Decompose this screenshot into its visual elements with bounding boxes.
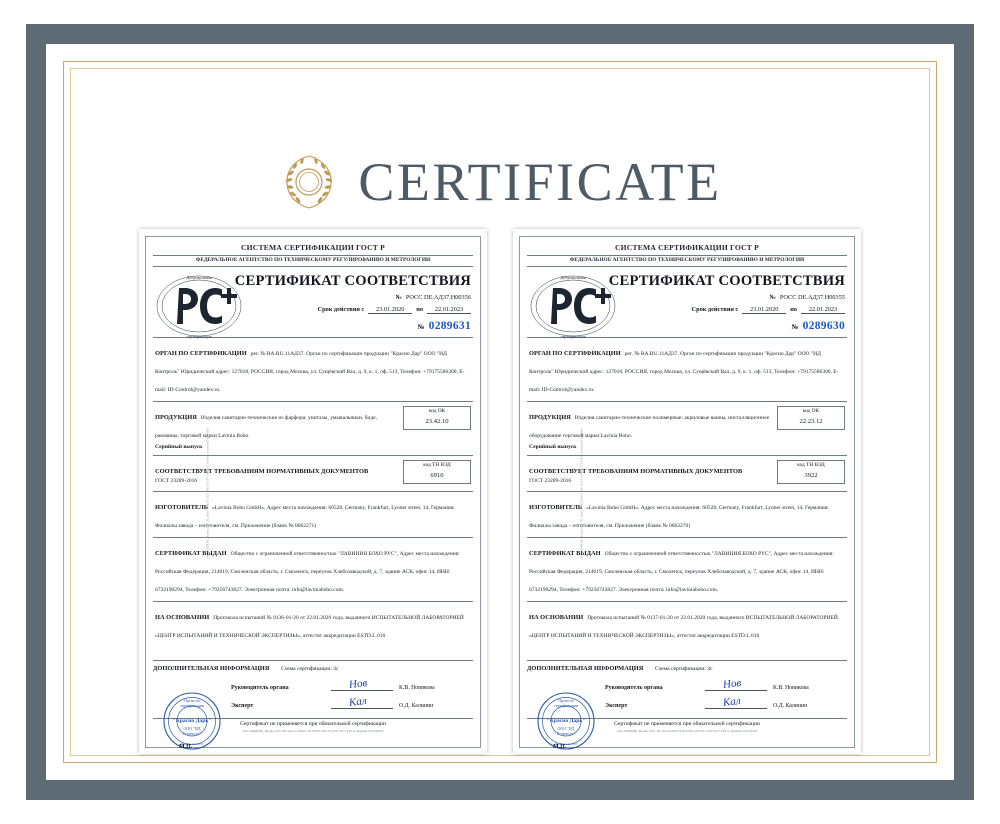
rostest-pct-logo [155,270,243,342]
registration-label: № [769,293,776,301]
tnved-code-value: 3922 [804,471,818,479]
expert-name: О.Д. Калинин [773,703,808,709]
section-basis [153,606,473,642]
expert-signature-mark: Кал [348,694,368,710]
certificate-card[interactable] [513,229,861,754]
issued-body: Общество с ограниченной ответственностью "ЛАВИНИЯ БОХО РУС", Адрес места нахождения: Российская Федерация, 214019, Смоленская область, г. Смоленск, переулок Хлебозаводской, д. 7, здание АСК, офис 14, ИНН: 6732190294, Телефон: +79256743827. Электронная почта: info@laviniaboho.com. [529,550,834,593]
system-line-1: СИСТЕМА СЕРТИФИКАЦИИ ГОСТ Р [241,243,385,252]
outer-frame [26,24,974,800]
ok-code-box [403,406,471,430]
basis-body: Протокола испытаний № 0136-01-20 от 22.01.2020 года, выданного ИСПЫТАТЕЛЬНОЙ ЛАБОРАТОРИЕЙ «ЦЕНТР ИСПЫТАНИЙ И ТЕХНИЧЕСКОЙ ЭКСПЕРТИЗЫ», аттестат аккредитации ESTD.L.016 [155,614,464,639]
certificate-body [519,236,855,748]
system-line-1: СИСТЕМА СЕРТИФИКАЦИИ ГОСТ Р [615,243,759,252]
svg-text:"Красно Дарь": "Красно Дарь" [546,718,586,724]
product-body: Изделия санитарно-технические полимерные: акриловые ванны, инсталляционное оборудование торговой марки Lavinia Boho. [529,414,770,439]
svg-text:сертификация: сертификация [186,334,212,339]
expert-signature-mark: Кал [722,694,742,710]
conformity-header: СООТВЕТСТВУЕТ ТРЕБОВАНИЯМ НОРМАТИВНЫХ ДОКУМЕНТОВ [529,467,743,475]
serial-label: Серийный выпуск [529,443,577,450]
laurel-seal-icon [278,151,340,213]
extra-info-header [527,665,847,672]
gold-border-inner [70,68,930,756]
number-label: № [791,322,799,331]
conformity-body: ГОСТ 23289-2016 [155,477,198,484]
ok-code-value: 22.23.12 [799,417,823,425]
organ-body: рег. № RA.RU.11АД37. Орган по сертификации продукции "Красно Дар" ООО "ИД Контроль" Юридический адрес: 127018, РОССИЯ, город Москва, ул. Сущёвский Вал, д. 9, к. 1, оф. 513, Телефон: +79175586300, E-mail: ID-Control@yandex.ru. [529,350,839,393]
section-product [153,406,473,450]
basis-body: Протокола испытаний № 0137-01-20 от 22.01.2020 года, выданного ИСПЫТАТЕЛЬНОЙ ЛАБОРАТОРИЕЙ «ЦЕНТР ИСПЫТАНИЙ И ТЕХНИЧЕСКОЙ ЭКСПЕРТИЗЫ», аттестат аккредитации ESTD.L.016 [529,614,838,639]
validity-to-label: по [790,305,797,313]
rostest-pct-logo [529,270,617,342]
expert-signature-line [331,694,393,710]
validity-to: 22.01.2023 [427,306,471,314]
svg-text:Контроль": Контроль" [183,731,201,736]
extra-info-header [153,665,473,672]
svg-text:RA.RU.11АД37: RA.RU.11АД37 [180,742,204,746]
organ-header: ОРГАН ПО СЕРТИФИКАЦИИ [155,349,247,357]
svg-text:ООО "ИД: ООО "ИД [557,726,575,731]
system-line-2: ФЕДЕРАЛЬНОЕ АГЕНТСТВО ПО ТЕХНИЧЕСКОМУ РЕГУЛИРОВАНИЮ И МЕТРОЛОГИИ [195,257,431,264]
section-organ [527,342,847,396]
section-issued-to [153,542,473,596]
svg-text:ООО "ИД: ООО "ИД [183,726,201,731]
signature-row-head [231,676,473,692]
vertical-microtext: ЗАО «ОПЦИОН», Москва, 2019, ЗН, Заказ № 0662270 ИСО 9001-2018 ТУ 2018, ГОСТ Р ИСО, лицензия 05-05-09/002 [580,428,584,559]
extra-info-label: ДОПОЛНИТЕЛЬНАЯ ИНФОРМАЦИЯ [153,665,270,672]
vertical-microtext: ЗАО «ОПЦИОН», Москва, 2019, ЗН, Заказ № 0662271 ИСО 9001-2018 ТУ 2018, ГОСТ Р ИСО, лицензия 05-05-09/002 [206,428,210,559]
organ-body: рег. № RA.RU.11АД37. Орган по сертификации продукции "Красно Дар" ООО "ИД Контроль" Юридический адрес: 127018, РОССИЯ, город Москва, ул. Сущёвский Вал, д. 9, к. 1, оф. 513, Телефон: +79175586300, E-mail: ID-Control@yandex.ru. [155,350,465,393]
ok-code-label: код ОК [428,407,446,414]
issued-header: СЕРТИФИКАТ ВЫДАН [529,549,601,557]
signature-row-head [605,676,847,692]
section-basis [527,606,847,642]
mp-label: М.П. [553,744,567,750]
certificate-card[interactable] [139,229,487,754]
tnved-code-label: код ТН ВЭД [423,461,451,468]
ok-code-label: код ОК [802,407,820,414]
registration-number: РОСС DE.АД37.Н00355 [779,293,845,301]
signature-row-expert [605,694,847,710]
certificate-number: 0289630 [802,319,845,332]
certificate-number: 0289631 [428,319,471,332]
head-role-label: Руководитель органа [605,685,663,691]
head-signature-line [331,676,393,692]
validity-from: 23.01.2020 [368,306,412,314]
manufacturer-header: ИЗГОТОВИТЕЛЬ [155,503,209,511]
basis-header: НА ОСНОВАНИИ [529,613,584,621]
footnote: Сертификат не применяется при обязательной сертификации [527,718,847,727]
certificate-main-title: СЕРТИФИКАТ СООТВЕТСТВИЯ [234,272,471,289]
content-area [79,77,921,750]
tnved-code-label: код ТН ВЭД [797,461,825,468]
head-signature-line [705,676,767,692]
mp-label: М.П. [179,744,193,750]
ok-code-value: 23.42.10 [425,417,449,425]
product-header: ПРОДУКЦИЯ [155,413,197,421]
number-label: № [417,322,425,331]
footnote: Сертификат не применяется при обязательной сертификации [153,718,473,727]
section-manufacturer [527,496,847,532]
certificate-body [145,236,481,748]
system-heading [527,243,847,264]
organ-header: ОРГАН ПО СЕРТИФИКАЦИИ [529,349,621,357]
extra-info-label: ДОПОЛНИТЕЛЬНАЯ ИНФОРМАЦИЯ [527,665,644,672]
issued-body: Общество с ограниченной ответственностью "ЛАВИНИЯ БОХО РУС", Адрес места нахождения: Российская Федерация, 214019, Смоленская область, г. Смоленск, переулок Хлебозаводской, д. 7, здание АСК, офис 14, ИНН: 6732190294, Телефон: +79256743827. Электронная почта: info@laviniaboho.com. [155,550,460,593]
svg-text:Добровольная: Добровольная [560,275,586,280]
head-signature-mark: Нов [348,676,368,692]
svg-text:сертификации: сертификации [553,703,579,708]
product-body: Изделия санитарно-технические из фарфора: унитазы, умывальники, биде, раковины, торговой марки Lavinia Boho. [155,414,377,439]
svg-text:Орган по: Орган по [184,698,200,703]
system-heading [153,243,473,264]
signature-block [153,655,473,750]
svg-text:"Красно Дарь": "Красно Дарь" [172,718,212,724]
svg-text:сертификации: сертификации [179,703,205,708]
section-product [527,406,847,450]
manufacturer-body: «Lavinia Boho GmbH». Адрес места нахождения: 60528, Germany, Frankfurt, Lyoner street, 14, Германия; Филиалы завода – изготовителя, см. Приложение (бланк № 0662270) [529,504,829,529]
head-signature-mark: Нов [722,676,742,692]
signature-row-expert [231,694,473,710]
page-title: CERTIFICATE [358,152,722,212]
tnved-code-box [403,460,471,484]
certificate-main-title: СЕРТИФИКАТ СООТВЕТСТВИЯ [608,272,845,289]
expert-name: О.Д. Калинин [399,703,434,709]
tnved-code-box [777,460,845,484]
signature-block [527,655,847,750]
extra-info-body: Схема сертификации: 3c [655,666,713,672]
basis-header: НА ОСНОВАНИИ [155,613,210,621]
svg-text:сертификация: сертификация [560,334,586,339]
manufacturer-body: «Lavinia Boho GmbH». Адрес места нахождения: 60528, Germany, Frankfurt, Lyoner street, 14, Германия; Филиалы завода – изготовителя, см. Приложение (бланк № 0662271) [155,504,455,529]
expert-signature-line [705,694,767,710]
svg-text:Добровольная: Добровольная [186,275,212,280]
section-organ [153,342,473,396]
expert-role-label: Эксперт [605,703,628,709]
head-name: К.В. Новикова [399,685,435,691]
validity-label: Срок действия с [691,305,739,313]
ok-code-box [777,406,845,430]
validity-from: 23.01.2020 [742,306,786,314]
validity-to: 22.01.2023 [801,306,845,314]
extra-info-body: Схема сертификации: 3c [281,666,339,672]
section-conformity [527,460,847,486]
manufacturer-header: ИЗГОТОВИТЕЛЬ [529,503,583,511]
certificates-container [139,229,861,754]
serial-label: Серийный выпуск [155,443,203,450]
registration-label: № [395,293,402,301]
expert-role-label: Эксперт [231,703,254,709]
issued-header: СЕРТИФИКАТ ВЫДАН [155,549,227,557]
section-issued-to [527,542,847,596]
section-conformity [153,460,473,486]
system-line-2: ФЕДЕРАЛЬНОЕ АГЕНТСТВО ПО ТЕХНИЧЕСКОМУ РЕГУЛИРОВАНИЮ И МЕТРОЛОГИИ [569,257,805,264]
head-name: К.В. Новикова [773,685,809,691]
conformity-body: ГОСТ 23289-2016 [529,477,572,484]
bottom-microtext: ЗАО «ОПЦИОН», Москва, 2019, ЗН, Заказ № 0662271 ИСО 9001-2018 ТУ 2018, ГОСТ Р ИСО, лицензия 05-05-09/002 [242,730,384,733]
gold-border [63,61,937,763]
title-row [79,151,921,213]
section-manufacturer [153,496,473,532]
bottom-microtext: ЗАО «ОПЦИОН», Москва, 2019, ЗН, Заказ № 0662270 ИСО 9001-2018 ТУ 2018, ГОСТ Р ИСО, лицензия 05-05-09/002 [616,730,758,733]
head-role-label: Руководитель органа [231,685,289,691]
tnved-code-value: 6910 [430,471,444,479]
white-mat [46,44,954,780]
svg-text:RA.RU.11АД37: RA.RU.11АД37 [554,742,578,746]
conformity-header: СООТВЕТСТВУЕТ ТРЕБОВАНИЯМ НОРМАТИВНЫХ ДОКУМЕНТОВ [155,467,369,475]
validity-to-label: по [416,305,423,313]
svg-text:Контроль": Контроль" [557,731,575,736]
svg-text:Орган по: Орган по [558,698,574,703]
validity-label: Срок действия с [317,305,365,313]
registration-number: РОСС DE.АД37.Н00356 [405,293,471,301]
product-header: ПРОДУКЦИЯ [529,413,571,421]
